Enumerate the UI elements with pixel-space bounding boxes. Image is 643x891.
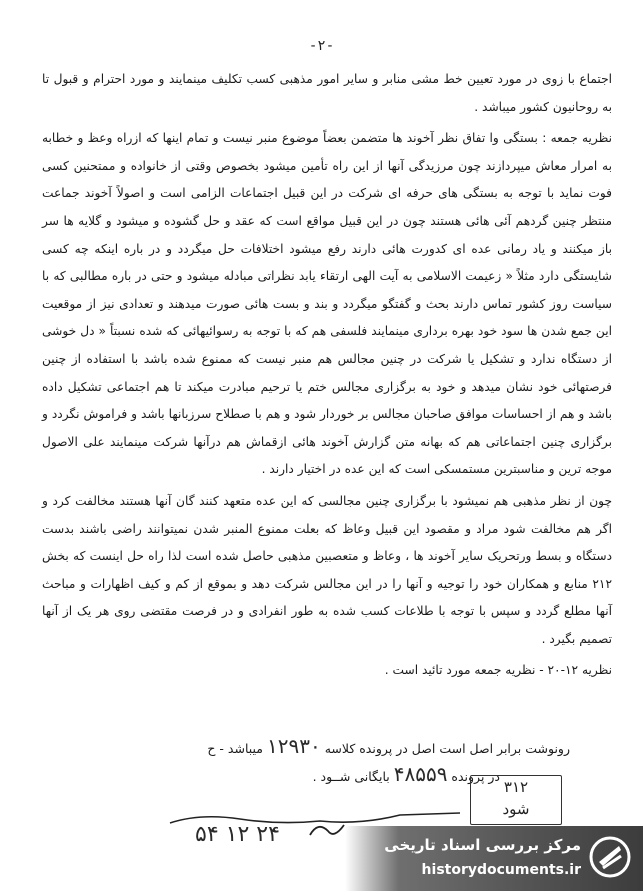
stamp-number: ۳۱۲ <box>503 778 529 796</box>
copy-certification-line <box>150 734 570 758</box>
archive-stamp <box>470 775 562 825</box>
paragraph-3: چون از نظر مذهبی هم نمیشود با برگزاری چنین مجالسی که این عده متعهد کنند گان آنها هستند مخالفت کرد و اگر هم مخالفت شود مراد و مقصود این قبیل وعاظ که بعلت ممنوع المنبر شدن نمیتوانند راضی باشند بدست دستگاه و بسط ورتحریک سایر آخوند ها ، وعاظ و متعصبین مذهبی حاصل شده است لذا راه حل اینست که بخش ۲۱۲ منابع و همکاران خود را توجیه و آنها را در این مجالس شرکت دهد و بموقع از کم و کیف اظهارات و مباحث آنها مطلع گردد و سپس با توجه با طلاعات کسب شده به طور انفرادی و در فرصت مقتضی روی هر یک از آنها تصمیم بگیرد . <box>42 493 612 646</box>
paragraph-1: اجتماع با زوی در مورد تعیین خط مشی منابر و سایر امور مذهبی کسب تکلیف مینمایند و مورد احترام و قبول تا به روحانیون کشور میباشد . <box>42 72 612 114</box>
archive-prefix: در پرونده <box>451 769 500 784</box>
watermark-logo <box>345 826 643 891</box>
archive-number: ۴۸۵۵۹ <box>393 762 448 786</box>
archive-logo-icon <box>589 836 631 878</box>
archive-line <box>200 762 500 786</box>
watermark-url: historydocuments.ir <box>421 862 581 878</box>
page-number: -۲- <box>308 38 335 54</box>
stamp-label: شود <box>502 800 530 818</box>
document-body <box>42 66 612 689</box>
copy-line-end: میباشد - ح <box>207 741 263 756</box>
watermark-title: مرکز بررسی اسناد تاریخی <box>384 836 581 854</box>
file-number: ۱۲۹۳۰ <box>266 734 321 758</box>
paragraph-2: نظریه جمعه : بستگی وا تفاق نظر آخوند ها متضمن بعضاً موضوع منبر نیست و تمام اینها که ازراه وعظ و خطابه به امرار معاش میپردازند چون مرزیدگی آنها از این راه تأمین میشود بخصوص وقتی از خانواده و ممتحنین کسی فوت نماید با توجه به بستگی های حرفه ای شرکت در این قبیل اجتماعات الزامی است و اصولاً آخوند جماعت منتظر چنین گردهم آئی هائی هستند چون در این قبیل مواقع است که عقد و حل گشوده و میشود و گلایه ها سر باز میکنند و یاد رمانی عده ای کدورت هائی دارند رفع میشود اختلافات حل میگردد و در باره اینکه چه کسی شایستگی دارد مثلاً « زعیمت الاسلامی به آیت الهی ارتقاء یابد نظراتی مبادله میشود و حتی در باره مطالبی که با سیاست روز کشور تماس دارند بحث و گفتگو میگردد و بند و بست هائی صورت میدهند و تعدادی نیز از موقعیت این جمع شدن ها سود خود بهره برداری مینمایند فلسفی هم که با توجه به رسوائیهائی که شده نسبتاً « دل خوشی از دستگاه ندارد و تشکیل یا شرکت در چنین مجالس هم منبر نیست که ممنوع شده باشد با استفاده از چنین فرصتهائی خود نشان میدهد و خود به برگزاری مجالس ختم یا ترحیم مبادرت میکند تا هم اجتماعی تشکیل داده باشد و هم از احساسات موافق صاحبان مجالس بر خوردار شود و هم با صطلاح سرزبانها باشد و فراموش نگردد و برگزاری چنین اجتماعاتی هم که بهانه متن گزارش آخوند هائی ازقماش هم درآنها شرکت مینمایند علی الاصول موجه ترین و مناسبترین مستمسکی است که این عده در اختیار دارند . <box>42 131 612 477</box>
paragraph-4: نظریه ۱۲-۲۰ - نظریه جمعه مورد تائید است . <box>384 663 612 678</box>
handwritten-date: ۵۴ ۱۲ ۲۴ <box>195 822 280 847</box>
copy-line-text: رونوشت برابر اصل است اصل در پرونده کلاسه <box>324 741 570 756</box>
archive-suffix: بایگانی شــود . <box>312 769 390 784</box>
